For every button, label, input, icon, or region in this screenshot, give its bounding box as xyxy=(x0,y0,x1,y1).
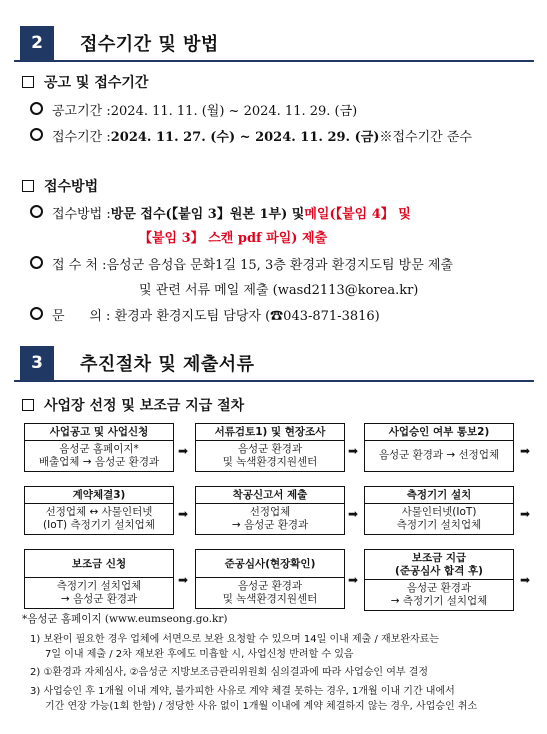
subheading-text: 접수방법 xyxy=(44,179,99,195)
flow-box-start-report xyxy=(195,486,345,535)
footnote-2: 2) ①환경과 자체심사, ②음성군 지방보조금관리위원회 심의결과에 따라 사업승인 여부 결정 xyxy=(30,667,429,678)
flow-box-line: 선정업체 ↔ 사물인터넷 xyxy=(45,506,153,518)
circle-bullet-icon xyxy=(30,307,43,320)
method-row xyxy=(30,203,411,222)
flow-box-review xyxy=(195,423,345,472)
inquiry-label: 문 의 : xyxy=(52,309,115,324)
section-title: 추진절차 및 제출서류 xyxy=(80,354,255,375)
flow-box-title: 계약체결3) xyxy=(25,487,173,504)
checkbox-square-icon xyxy=(22,399,34,411)
section-divider xyxy=(14,60,534,62)
announce-period-row xyxy=(30,100,357,119)
flow-box-line: → 음성군 환경과 xyxy=(231,519,309,531)
section-number: 2 xyxy=(20,26,54,60)
subheading-text: 공고 및 접수기간 xyxy=(44,75,149,91)
checkbox-square-icon xyxy=(22,76,34,88)
right-arrow-icon: ➡ xyxy=(520,444,531,458)
footnote-1a: 1) 보완이 필요한 경우 업체에 서면으로 보완 요청할 수 있으며 14일 이내 제출 / 재보완자료는 xyxy=(30,634,439,645)
method-label: 접수방법 : xyxy=(52,207,111,222)
section-number: 3 xyxy=(20,346,54,380)
section-divider xyxy=(14,380,534,382)
inquiry-value: 환경과 환경지도팀 담당자 (☎043-871-3816) xyxy=(114,309,380,324)
section-title: 접수기간 및 방법 xyxy=(80,34,219,55)
flow-box-line: 측정기기 설치업체 xyxy=(396,519,482,531)
right-arrow-icon: ➡ xyxy=(520,507,531,521)
footnote-3a: 3) 사업승인 후 1개월 이내 계약, 불가피한 사유로 계약 체결 못하는 경우, 1개월 이내 기간 내에서 xyxy=(30,686,455,697)
flow-box-line: 음성군 홈페이지* xyxy=(59,443,139,455)
flow-box-line: 및 녹색환경지원센터 xyxy=(222,456,318,468)
checkbox-square-icon xyxy=(22,180,34,192)
right-arrow-icon: ➡ xyxy=(520,573,531,587)
place-label: 접 수 처 : xyxy=(52,258,107,273)
flow-box-title: 서류검토1) 및 현장조사 xyxy=(196,424,344,441)
right-arrow-icon: ➡ xyxy=(348,573,359,587)
circle-bullet-icon xyxy=(30,256,43,269)
flow-box-line: 음성군 환경과 xyxy=(406,582,472,594)
receipt-value: 2024. 11. 27. (수) ~ 2024. 11. 29. (금) xyxy=(110,130,380,145)
flow-box-line: 음성군 환경과 → 선정업체 xyxy=(378,449,500,461)
section-3-header xyxy=(14,344,534,382)
flow-box-line: 음성군 환경과 xyxy=(237,580,303,592)
flow-box-title: 착공신고서 제출 xyxy=(196,487,344,504)
subheading-method xyxy=(22,176,98,196)
place-row xyxy=(30,254,453,273)
flow-box-approval xyxy=(364,423,514,472)
receipt-note: ※접수기간 준수 xyxy=(379,130,472,145)
announce-label: 공고기간 : xyxy=(52,104,111,119)
subheading-procedure xyxy=(22,395,244,415)
flow-box-title: 사업공고 및 사업신청 xyxy=(25,424,173,441)
flow-box-completion-review xyxy=(195,549,345,609)
right-arrow-icon: ➡ xyxy=(178,573,189,587)
flow-box-title: 준공심사(현장확인) xyxy=(196,550,344,578)
method-visit-text: 방문 접수(【붙임 3】원본 1부) 및 xyxy=(110,207,305,222)
flow-box-line: 선정업체 xyxy=(249,506,291,518)
subheading-text: 사업장 선정 및 보조금 지급 절차 xyxy=(44,398,245,414)
right-arrow-icon: ➡ xyxy=(348,444,359,458)
circle-bullet-icon xyxy=(30,205,43,218)
flow-box-line: 및 녹색환경지원센터 xyxy=(222,593,318,605)
flow-box-install xyxy=(364,486,514,535)
circle-bullet-icon xyxy=(30,128,43,141)
flow-box-application xyxy=(24,423,174,472)
inquiry-row xyxy=(30,305,380,324)
flow-box-line: 측정기기 설치업체 xyxy=(56,580,142,592)
section-2-header xyxy=(14,24,534,62)
footnote-1b: 7일 이내 제출 / 2차 재보완 후에도 미흡할 시, 사업신청 반려할 수 있음 xyxy=(45,649,354,660)
footnote-3b: 기간 연장 가능(1회 한함) / 정당한 사유 없이 1개월 이내에 계약 체결하지 않는 경우, 사업승인 취소 xyxy=(45,701,478,712)
place-line1: 음성군 음성읍 문화1길 15, 3층 환경과 환경지도팀 방문 제출 xyxy=(106,258,454,273)
right-arrow-icon: ➡ xyxy=(348,507,359,521)
flow-box-line: 음성군 환경과 xyxy=(237,443,303,455)
right-arrow-icon: ➡ xyxy=(178,507,189,521)
receipt-period-row xyxy=(30,126,472,145)
flow-box-contract xyxy=(24,486,174,535)
flow-box-line: 사물인터넷(IoT) xyxy=(401,506,477,518)
flow-box-subsidy-payment xyxy=(364,549,514,611)
flow-box-line: → 측정기기 설치업체 xyxy=(390,595,488,607)
method-mail-text-line2: 【붙임 3】 스캔 pdf 파일) 제출 xyxy=(139,231,328,246)
announce-value: 2024. 11. 11. (월) ~ 2024. 11. 29. (금) xyxy=(110,104,358,119)
place-line2: 및 관련 서류 메일 제출 (wasd2113@korea.kr) xyxy=(139,283,419,298)
flow-box-line: (IoT) 측정기기 설치업체 xyxy=(43,519,155,531)
circle-bullet-icon xyxy=(30,102,43,115)
flow-box-title: 측정기기 설치 xyxy=(365,487,513,504)
subheading-notice-period xyxy=(22,72,148,92)
right-arrow-icon: ➡ xyxy=(178,444,189,458)
homepage-note: *음성군 홈페이지 (www.eumseong.go.kr) xyxy=(22,613,228,625)
method-mail-text: 메일(【붙임 4】 및 xyxy=(304,207,411,222)
flow-box-line: 배출업체 → 음성군 환경과 xyxy=(38,456,160,468)
flow-box-subsidy-request xyxy=(24,549,174,609)
flow-box-title: 보조금 신청 xyxy=(25,550,173,578)
flow-box-title: 보조금 지급 (준공심사 합격 후) xyxy=(365,550,513,580)
flow-box-title: 사업승인 여부 통보2) xyxy=(365,424,513,441)
flow-box-line: → 음성군 환경과 xyxy=(60,593,138,605)
receipt-label: 접수기간 : xyxy=(52,130,111,145)
